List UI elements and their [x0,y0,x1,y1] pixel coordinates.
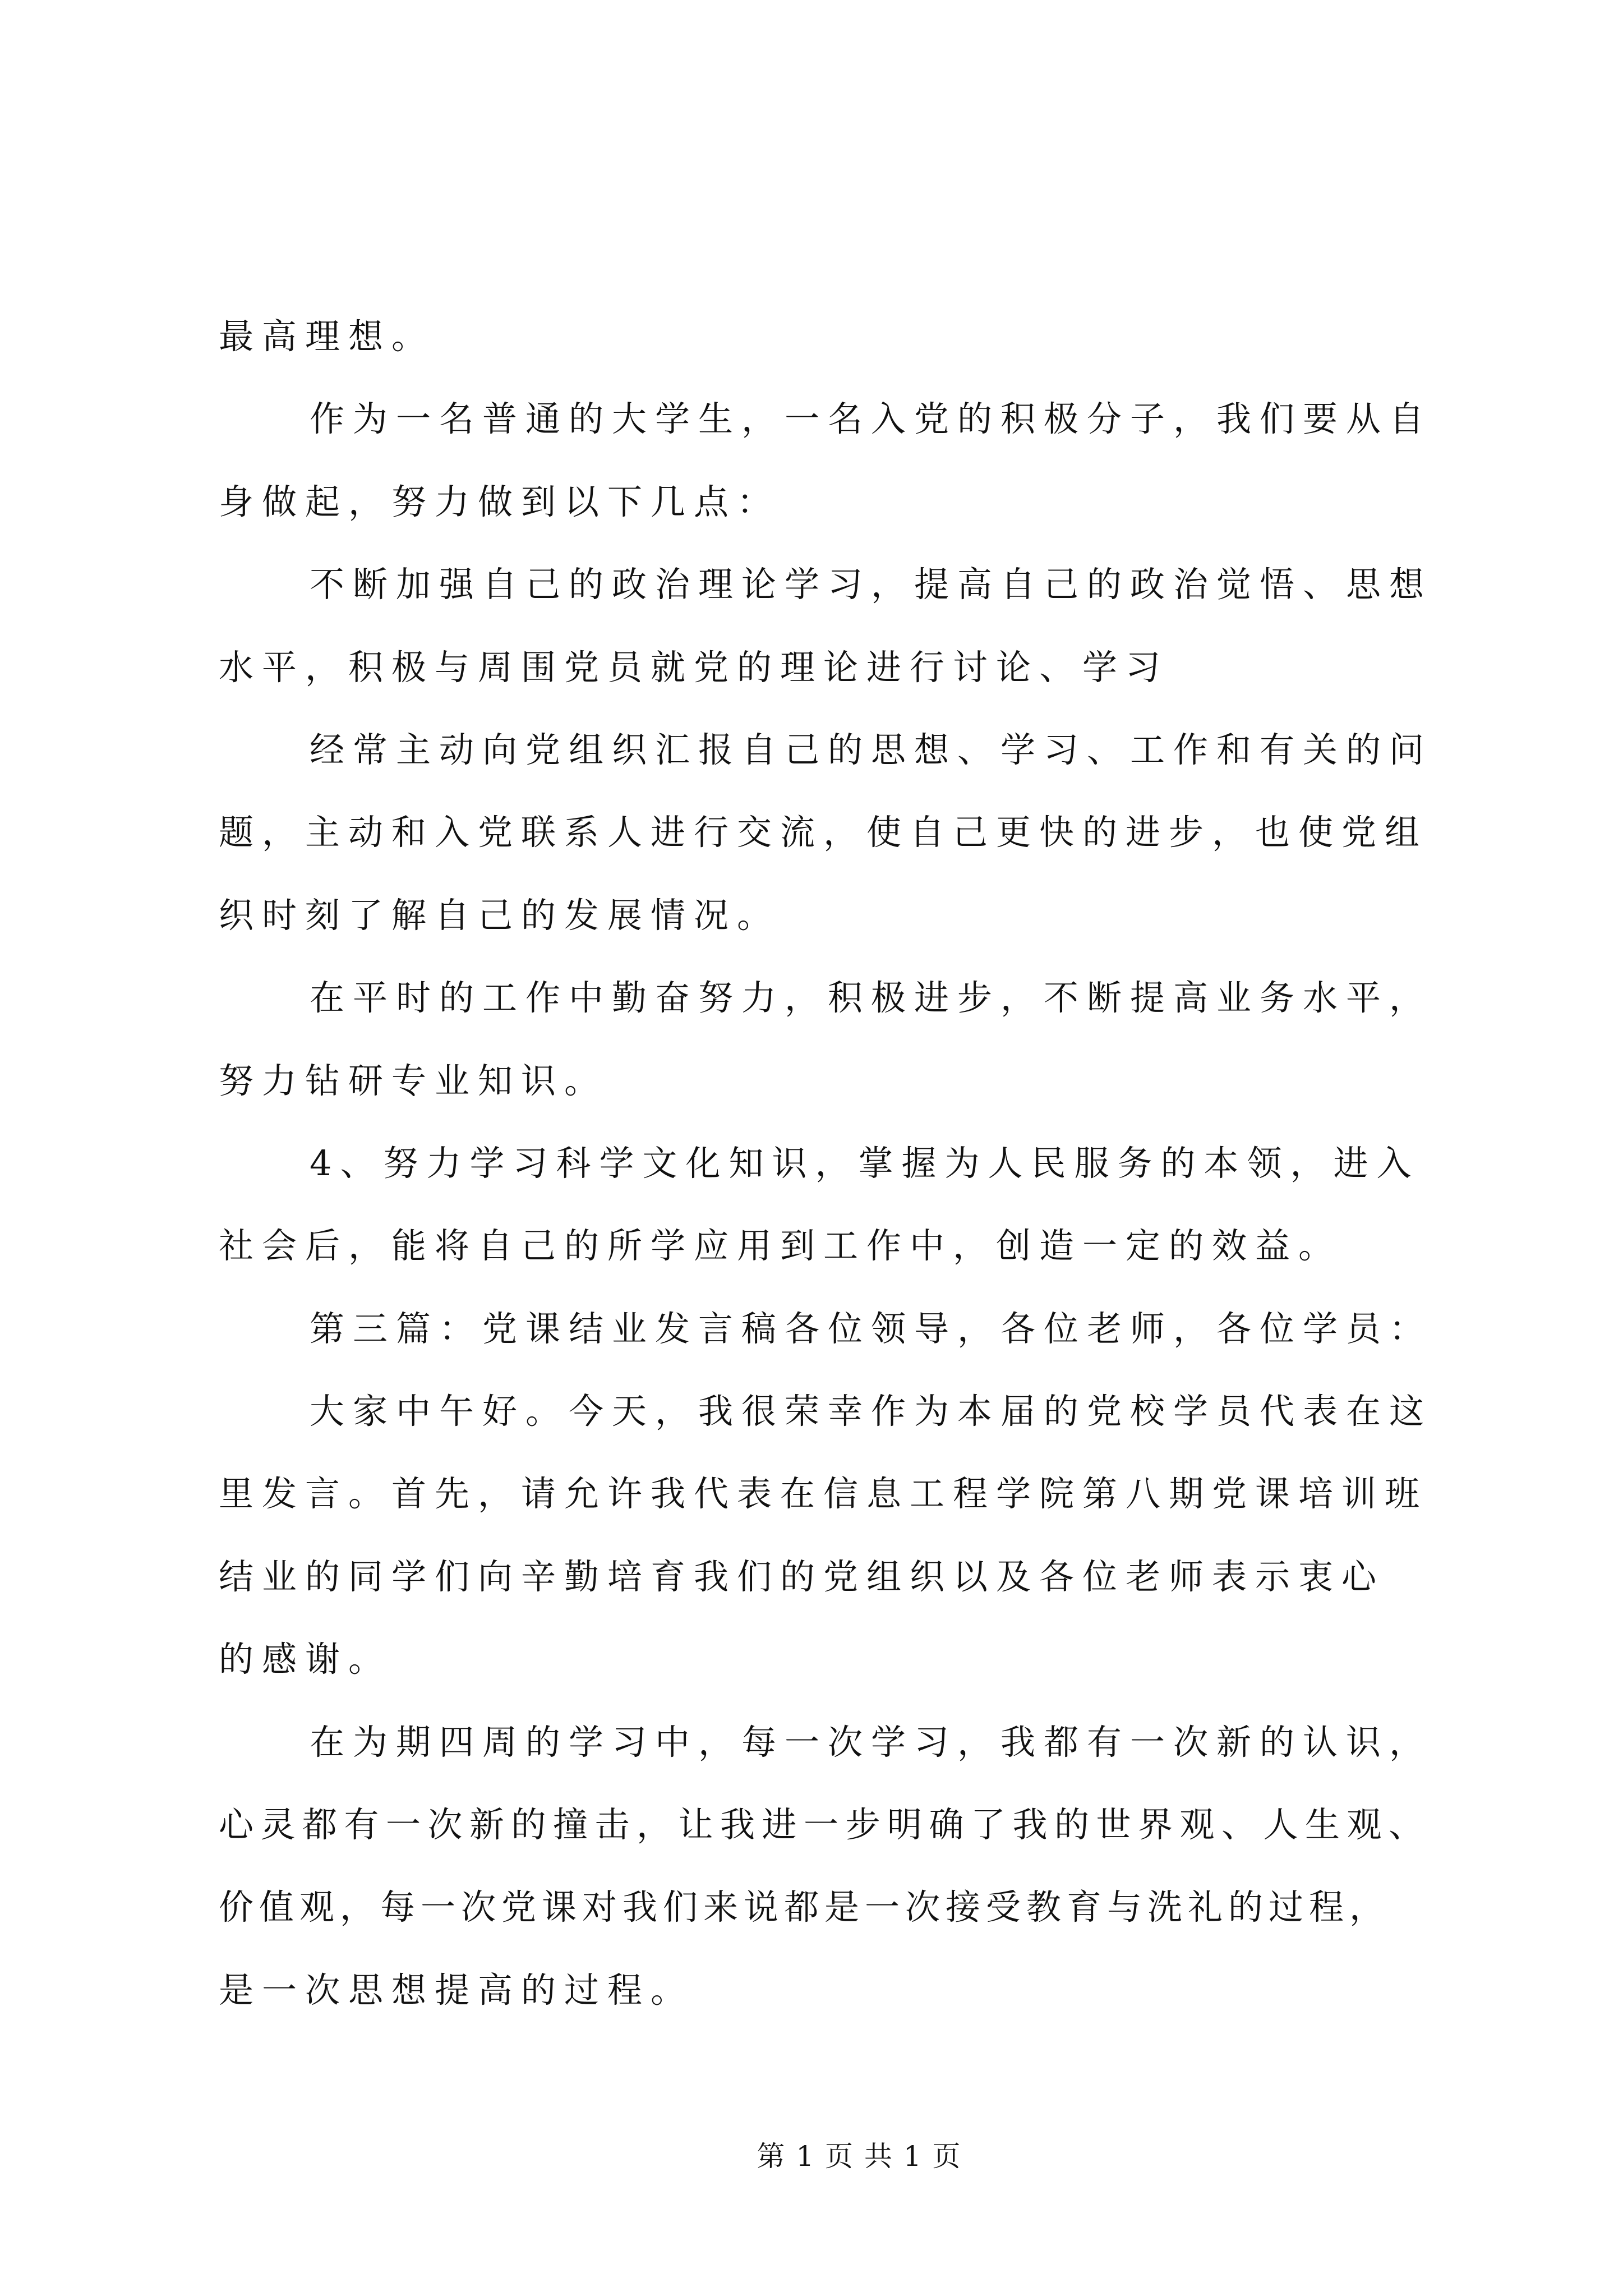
text-line: 4、努力学习科学文化知识，掌握为人民服务的本领，进入 [310,1142,1420,1184]
paragraph [219,1370,1453,1701]
text-line: 作为一名普通的大学生，一名入党的积极分子，我们要从自 [310,398,1433,440]
text-line: 水平，积极与周围党员就党的理论进行讨论、学习 [219,646,1169,688]
paragraph [219,378,1453,543]
paragraph [219,1122,1453,1287]
text-line: 社会后，能将自己的所学应用到工作中，创造一定的效益。 [219,1225,1342,1267]
paragraph [219,708,1453,956]
text-line: 心灵都有一次新的撞击，让我进一步明确了我的世界观、人生观、 [219,1804,1431,1846]
paragraph [219,1701,1453,2032]
text-line: 在为期四周的学习中，每一次学习，我都有一次新的认识， [310,1721,1433,1763]
text-line: 第三篇：党课结业发言稿各位领导，各位老师，各位学员： [310,1308,1433,1349]
text-line: 题，主动和入党联系人进行交流，使自己更快的进步，也使党组 [219,812,1428,853]
document-body [219,295,1453,2031]
text-line: 最高理想。 [219,316,435,357]
page-footer: 第 1 页 共 1 页 [757,2140,962,2173]
text-line: 是一次思想提高的过程。 [219,1969,694,2010]
text-line: 的感谢。 [219,1639,392,1680]
paragraph [219,543,1453,708]
text-line: 身做起，努力做到以下几点： [219,481,781,522]
text-line: 价值观，每一次党课对我们来说都是一次接受教育与洗礼的过程， [219,1887,1390,1928]
paragraph [219,295,1453,378]
text-line: 努力钻研专业知识。 [219,1060,608,1101]
text-line: 织时刻了解自己的发展情况。 [219,894,781,936]
text-line: 不断加强自己的政治理论学习，提高自己的政治觉悟、思想 [310,564,1433,605]
text-line: 在平时的工作中勤奋努力，积极进步，不断提高业务水平， [310,977,1433,1019]
paragraph [219,956,1453,1122]
text-line: 经常主动向党组织汇报自己的思想、学习、工作和有关的问 [310,729,1433,770]
text-line: 里发言。首先，请允许我代表在信息工程学院第八期党课培训班 [219,1473,1428,1515]
section-heading [219,1287,1453,1370]
text-line: 结业的同学们向辛勤培育我们的党组织以及各位老师表示衷心 [219,1556,1385,1597]
text-line: 大家中午好。今天，我很荣幸作为本届的党校学员代表在这 [310,1391,1433,1432]
